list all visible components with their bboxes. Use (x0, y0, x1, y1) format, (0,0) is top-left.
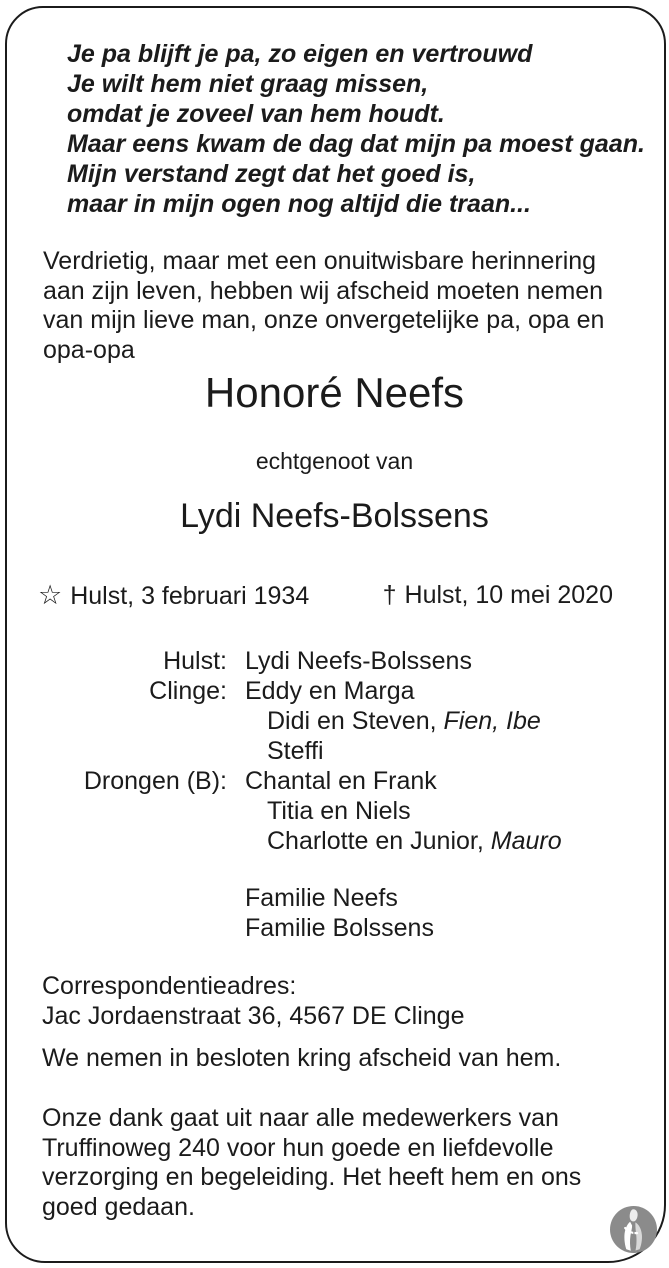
family-names: Lydi Neefs-Bolssens (245, 647, 472, 675)
family-place (0, 736, 227, 766)
family-names: Eddy en Marga (245, 677, 415, 705)
announcement-line: van mijn lieve man, onze onvergetelijke pa, opa en (43, 306, 605, 334)
poem-line: omdat je zoveel van hem houdt. (67, 100, 445, 128)
family-place: Clinge: (149, 677, 227, 705)
family-names: Didi en Steven, Fien, Ibe (267, 707, 541, 735)
memorial-figures-logo-graphic (610, 1206, 657, 1253)
family-row (0, 796, 669, 826)
poem-line: Je pa blijft je pa, zo eigen en vertrouwd (67, 40, 533, 68)
death-cross-icon: † (382, 581, 397, 609)
birth-date (38, 580, 309, 611)
thanks-text (42, 1104, 581, 1222)
family-place: Hulst: (163, 647, 227, 675)
family-place (0, 826, 227, 856)
private-farewell-text: We nemen in besloten kring afscheid van hem. (42, 1044, 562, 1072)
deceased-name: Honoré Neefs (204, 369, 465, 416)
birth-star-icon: ☆ (38, 580, 63, 610)
correspondence-line: Correspondentieadres: (42, 972, 297, 1000)
announcement-line: aan zijn leven, hebben wij afscheid moeten nemen (43, 276, 604, 305)
announcement-line: Verdrietig, maar met een onuitwisbare herinnering (43, 247, 597, 275)
family-row (0, 706, 669, 736)
spouse-name: Lydi Neefs-Bolssens (180, 497, 489, 535)
poem-line: maar in mijn ogen nog altijd die traan... (67, 190, 531, 218)
announcement-text (43, 247, 604, 365)
correspondence-address (42, 972, 464, 1031)
poem-line: Maar eens kwam de dag dat mijn pa moest gaan. (67, 130, 645, 158)
family-row (0, 766, 669, 796)
correspondence-line: Jac Jordaenstraat 36, 4567 DE Clinge (42, 1001, 465, 1030)
death-date (383, 580, 613, 611)
family-closing (245, 883, 669, 943)
thanks-line: Onze dank gaat uit naar alle medewerkers van (42, 1104, 559, 1132)
family-place: Drongen (B): (83, 767, 227, 795)
thanks-line: goed gedaan. (42, 1192, 195, 1221)
family-names: Titia en Niels (267, 797, 411, 825)
family-row (0, 646, 669, 676)
death-date-text: Hulst, 10 mei 2020 (404, 581, 613, 609)
family-place (0, 796, 227, 826)
family-closing-line: Familie Neefs (245, 884, 398, 912)
life-dates (0, 580, 669, 611)
birth-date-text: Hulst, 3 februari 1934 (70, 582, 310, 610)
memorial-figures-logo (610, 1206, 657, 1253)
family-place (0, 706, 227, 736)
family-names: Chantal en Frank (245, 767, 437, 795)
thanks-line: Truffinoweg 240 voor hun goede en liefdevolle (42, 1133, 554, 1162)
relation-label: echtgenoot van (255, 448, 414, 474)
family-closing-line: Familie Bolssens (245, 914, 434, 942)
family-names: Steffi (267, 737, 324, 765)
family-row (0, 826, 669, 856)
announcement-line: opa-opa (43, 335, 135, 364)
family-list (0, 646, 669, 943)
family-row (0, 736, 669, 766)
thanks-line: verzorging en begeleiding. Het heeft hem en ons (42, 1163, 582, 1191)
family-row (0, 676, 669, 706)
poem-line: Je wilt hem niet graag missen, (67, 70, 429, 98)
family-names: Charlotte en Junior, Mauro (267, 827, 562, 855)
poem-line: Mijn verstand zegt dat het goed is, (67, 160, 476, 188)
memorial-poem (67, 39, 645, 219)
